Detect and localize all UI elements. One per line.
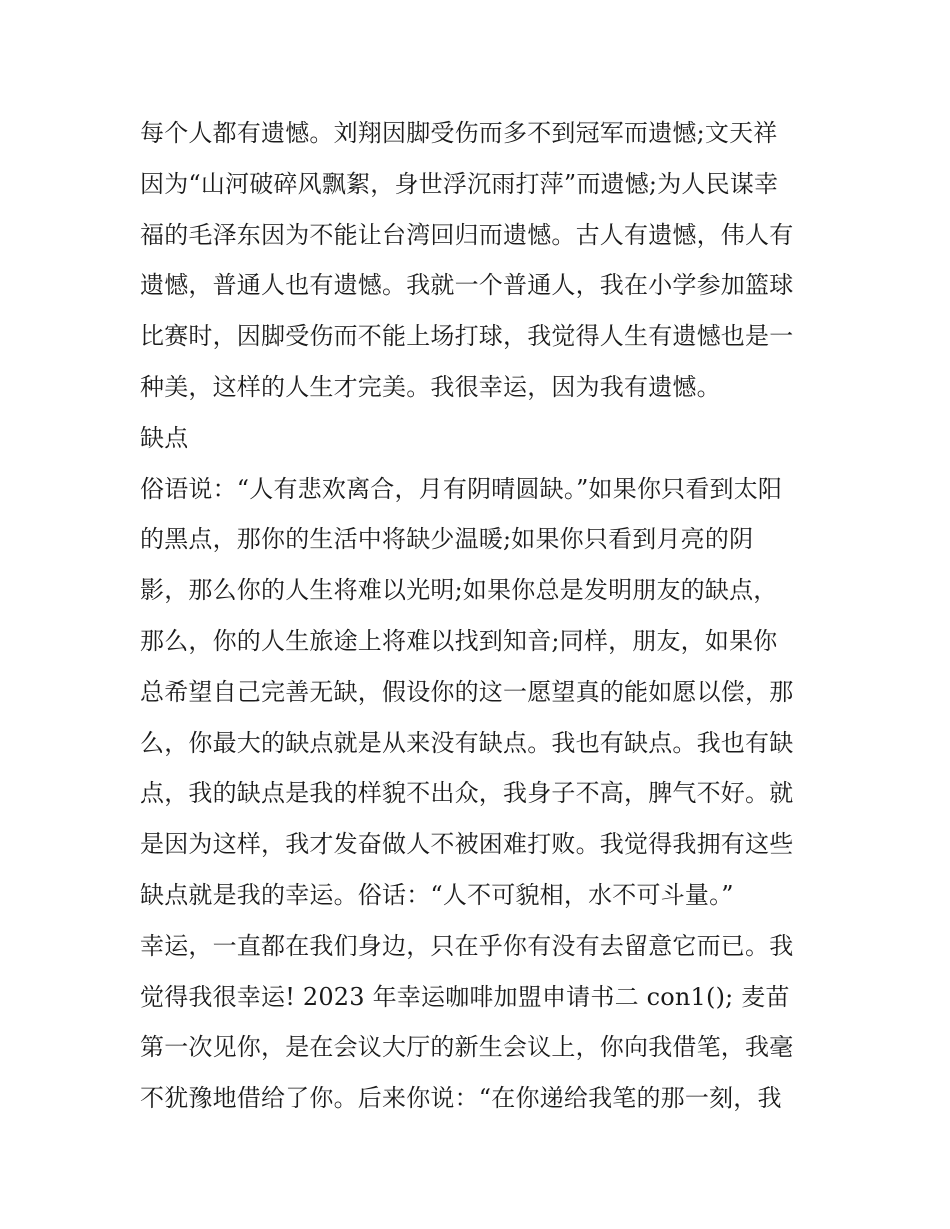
text-line: 幸运，一直都在我们身边，只在乎你有没有去留意它而已。我 bbox=[140, 931, 794, 960]
text-line: 第一次见你，是在会议大厅的新生会议上，你向我借笔，我毫 bbox=[140, 1033, 794, 1062]
section-heading: 缺点 bbox=[140, 423, 189, 452]
text-line: 觉得我很幸运! 2023 年幸运咖啡加盟申请书二 con1(); 麦苗 bbox=[140, 982, 790, 1011]
text-line: 缺点就是我的幸运。俗话：“人不可貌相，水不可斗量。” bbox=[140, 880, 734, 909]
text-line: 种美，这样的人生才完美。我很幸运，因为我有遗憾。 bbox=[140, 372, 721, 401]
document-body bbox=[140, 108, 820, 1124]
text-line: 遗憾，普通人也有遗憾。我就一个普通人，我在小学参加篮球 bbox=[140, 271, 794, 300]
text-line: 总希望自己完善无缺，假设你的这一愿望真的能如愿以偿，那 bbox=[140, 677, 794, 706]
text-line: 比赛时，因脚受伤而不能上场打球，我觉得人生有遗憾也是一 bbox=[140, 322, 794, 351]
text-line: 因为“山河破碎风飘絮，身世浮沉雨打萍”而遗憾;为人民谋幸 bbox=[140, 169, 779, 198]
text-line: 是因为这样，我才发奋做人不被困难打败。我觉得我拥有这些 bbox=[140, 830, 794, 859]
text-line: 俗语说：“人有悲欢离合，月有阴晴圆缺。”如果你只看到太阳 bbox=[140, 474, 783, 503]
text-line: 每个人都有遗憾。刘翔因脚受伤而多不到冠军而遗憾;文天祥 bbox=[140, 119, 778, 147]
text-line: 那么，你的人生旅途上将难以找到知音;同样，朋友，如果你 bbox=[140, 626, 778, 655]
text-line: 不犹豫地借给了你。后来你说：“在你递给我笔的那一刻，我 bbox=[140, 1084, 782, 1113]
text-line: 福的毛泽东因为不能让台湾回归而遗憾。古人有遗憾，伟人有 bbox=[140, 220, 794, 249]
text-line: 点，我的缺点是我的样貌不出众，我身子不高，脾气不好。就 bbox=[140, 779, 794, 808]
text-line: 的黑点，那你的生活中将缺少温暖;如果你只看到月亮的阴 bbox=[140, 525, 754, 554]
text-line: 么，你最大的缺点就是从来没有缺点。我也有缺点。我也有缺 bbox=[140, 728, 794, 757]
text-line: 影，那么你的人生将难以光明;如果你总是发明朋友的缺点， bbox=[140, 576, 778, 605]
